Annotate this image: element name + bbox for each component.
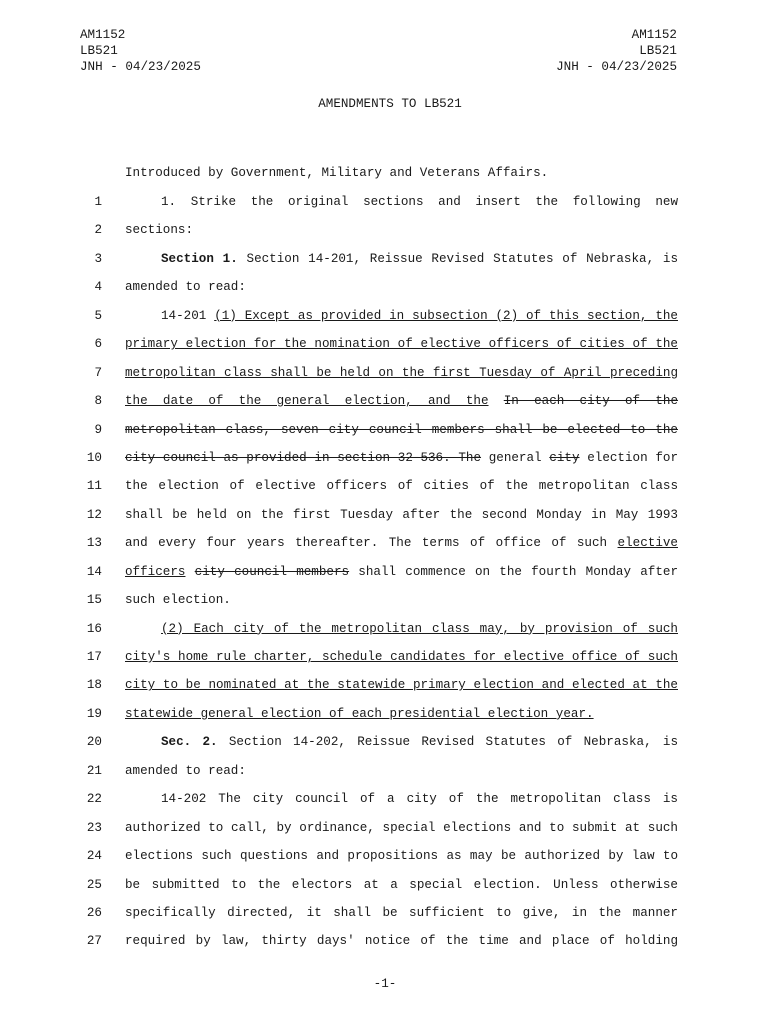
text-segment: general [481,450,550,465]
line-text [125,194,678,210]
text-segment: shall commence on the fourth Monday after [349,564,678,579]
bill-number: LB521 [639,44,677,58]
text-line [0,564,770,592]
line-number: 12 [86,507,102,522]
section-heading: Sec. 2. [161,735,218,750]
inserted-text: officers [125,564,186,579]
text-segment: and every four years thereafter. The terms of office of such [125,536,618,551]
line-text [125,933,678,949]
line-number: 17 [86,650,102,664]
inserted-text: (2) Each city of the metropolitan class may, by provision of such [161,621,678,636]
text-line [0,592,770,620]
text-line [0,820,770,848]
line-number: 10 [86,450,102,465]
line-text [125,478,678,494]
text-line [0,478,770,506]
line-number: 16 [86,621,102,636]
line-number: 6 [94,337,102,352]
text-line [0,706,770,734]
line-number: 18 [86,678,102,693]
text-line [0,763,770,791]
document-header-right [556,27,677,75]
struck-text: In each city of the [503,394,679,409]
numbered-text-body [0,194,770,962]
line-text [125,251,678,267]
text-line [0,877,770,905]
text-line [0,251,770,279]
text-segment: Section 14-201, Reissue Revised Statutes of Nebraska, is [237,251,679,266]
line-text [125,820,678,836]
bill-number: LB521 [80,44,118,58]
text-segment: authorized to call, by ordinance, special elections and to submit at such [125,820,678,835]
line-text [125,877,678,893]
line-text [125,763,678,779]
line-number: 3 [94,251,102,266]
document-header-left [80,27,201,75]
struck-text: city [549,450,580,465]
text-line [0,222,770,250]
text-line [0,507,770,535]
struck-text: metropolitan class, seven city council members shall be elected to the [125,422,678,437]
line-number: 7 [94,365,102,380]
struck-text: city council members [194,564,350,579]
text-segment: amended to read: [125,280,246,295]
introduced-by: Introduced by Government, Military and Veterans Affairs. [125,166,549,180]
inserted-text: statewide general election of each presidential election year. [125,706,594,721]
line-number: 13 [86,536,102,551]
line-text [125,677,678,693]
text-segment: specifically directed, it shall be sufficient to give, in the manner [125,905,678,920]
text-segment: amended to read: [125,763,246,778]
text-segment: Section 14-202, Reissue Revised Statutes of Nebraska, is [217,735,678,750]
text-segment: shall be held on the first Tuesday after the second Monday in May 1993 [125,507,678,522]
text-line [0,393,770,421]
line-text [125,734,678,750]
line-text [125,450,678,466]
text-segment [185,565,194,579]
line-text [125,422,678,438]
text-segment: the election of elective officers of cities of the metropolitan class [125,479,678,494]
inserted-text: (1) Except as provided in subsection (2) of this section, the [214,308,678,323]
inserted-text: elective [617,536,678,551]
page-number: -1- [373,977,397,991]
line-text [125,592,678,608]
line-text [125,393,678,409]
line-number: 11 [86,479,102,494]
text-line [0,365,770,393]
text-line [0,279,770,307]
line-number: 27 [86,934,102,949]
line-text [125,848,678,864]
inserted-text: city to be nominated at the statewide primary election and elected at the [125,678,678,693]
text-line [0,194,770,222]
text-segment: sections: [125,223,194,238]
struck-text: city council as provided in section 32-536. The [125,450,482,465]
text-segment: required by law, thirty days' notice of the time and place of holding [125,934,678,949]
text-line [0,734,770,762]
line-text [125,564,678,580]
line-number: 22 [86,792,102,807]
section-heading: Section 1. [161,251,238,266]
line-number: 23 [86,820,102,835]
inserted-text: city's home rule charter, schedule candidates for elective office of such [125,650,678,664]
amendment-number: AM1152 [80,28,126,42]
text-segment: such election. [125,593,231,608]
line-number: 5 [94,308,102,323]
text-segment: 14-201 [161,308,215,323]
line-text [125,365,678,381]
line-number: 8 [94,394,102,409]
line-number: 2 [94,223,102,238]
text-line [0,535,770,563]
text-line [0,848,770,876]
line-number: 9 [94,422,102,437]
text-segment: election for [579,450,679,465]
text-segment [489,394,504,408]
line-number: 21 [86,763,102,778]
line-text [125,308,678,324]
line-number: 20 [86,735,102,750]
text-line [0,677,770,705]
line-text [125,507,678,523]
line-text [125,905,678,921]
line-number: 19 [86,706,102,721]
text-segment: be submitted to the electors at a special election. Unless otherwise [125,877,678,892]
line-number: 15 [86,593,102,608]
line-number: 1 [94,195,102,209]
inserted-text: primary election for the nomination of elective officers of cities of the [125,337,678,352]
line-text [125,621,678,637]
text-line [0,422,770,450]
line-number: 26 [86,905,102,920]
text-line [0,933,770,961]
drafter-date: JNH - 04/23/2025 [556,60,677,74]
line-text [125,791,678,807]
line-text [125,279,678,295]
text-line [0,905,770,933]
line-text [125,649,678,665]
line-text [125,336,678,352]
line-number: 25 [86,877,102,892]
line-text [125,535,678,551]
line-number: 4 [94,280,102,295]
text-line [0,308,770,336]
inserted-text: metropolitan class shall be held on the first Tuesday of April preceding [125,365,678,380]
line-text [125,222,678,238]
line-text [125,706,678,722]
amendment-number: AM1152 [631,28,677,42]
line-number: 24 [86,849,102,864]
inserted-text: the date of the general election, and the [125,394,489,409]
line-number: 14 [86,564,102,579]
text-line [0,450,770,478]
text-line [0,791,770,819]
document-title: AMENDMENTS TO LB521 [318,97,462,111]
drafter-date: JNH - 04/23/2025 [80,60,201,74]
text-segment: elections such questions and propositions as may be authorized by law to [125,849,678,864]
text-line [0,621,770,649]
text-segment: 1. Strike the original sections and insert the following new [161,195,678,209]
text-line [0,649,770,677]
text-segment: 14-202 The city council of a city of the metropolitan class is [161,792,678,807]
text-line [0,336,770,364]
